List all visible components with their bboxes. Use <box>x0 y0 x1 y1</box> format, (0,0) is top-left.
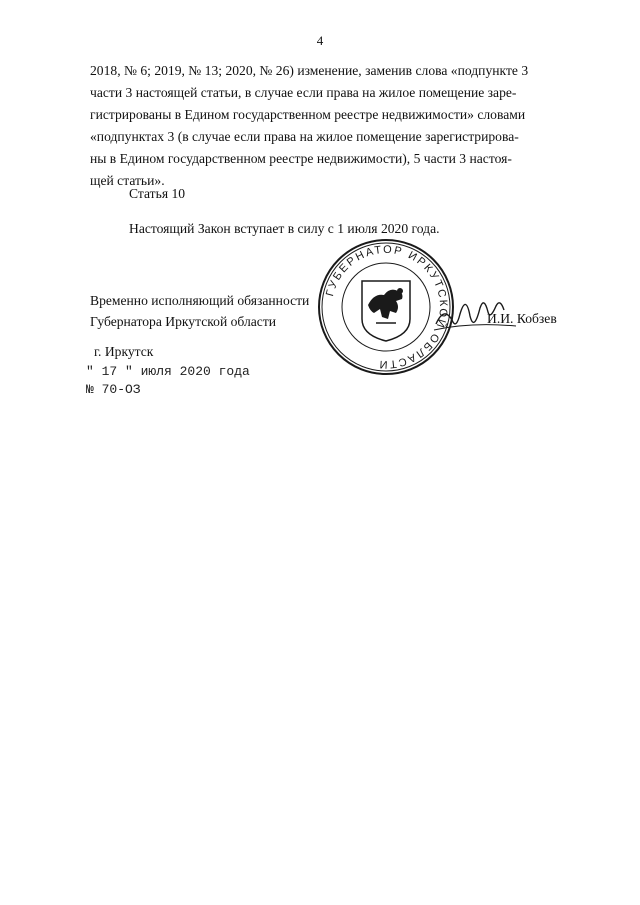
law-number: № 70-ОЗ <box>86 382 141 397</box>
signing-date: " 17 " июля 2020 года <box>86 364 250 379</box>
enactment-text: Настоящий Закон вступает в силу с 1 июля 2020 года. <box>129 221 440 236</box>
seal-text: ГУБЕРНАТОР ИРКУТСКОЙ ОБЛАСТИ <box>324 243 450 371</box>
signing-city: г. Иркутск <box>94 344 154 359</box>
signer-position-line: Временно исполняющий обязанности <box>90 293 310 308</box>
body-line: 2018, № 6; 2019, № 13; 2020, № 26) изменение, заменив слова «подпункте 3 <box>90 63 529 78</box>
body-line: ны в Едином государственном реестре недвижимости), 5 части 3 настоя- <box>90 151 512 166</box>
body-line: «подпунктах 3 (в случае если права на жилое помещение зарегистрирова- <box>90 129 519 144</box>
signer-position <box>90 290 309 332</box>
page-number: 4 <box>316 33 324 48</box>
body-line: части 3 настоящей статьи, в случае если права на жилое помещение заре- <box>90 85 517 100</box>
signer-position-line: Губернатора Иркутской области <box>90 314 277 329</box>
body-paragraph <box>90 60 580 192</box>
body-line: гистрированы в Едином государственном реестре недвижимости» словами <box>90 107 526 122</box>
signer-name: И.И. Кобзев <box>487 311 557 326</box>
body-line: щей статьи». <box>90 173 165 188</box>
coat-of-arms-icon <box>362 281 410 341</box>
article-heading: Статья 10 <box>129 186 186 201</box>
